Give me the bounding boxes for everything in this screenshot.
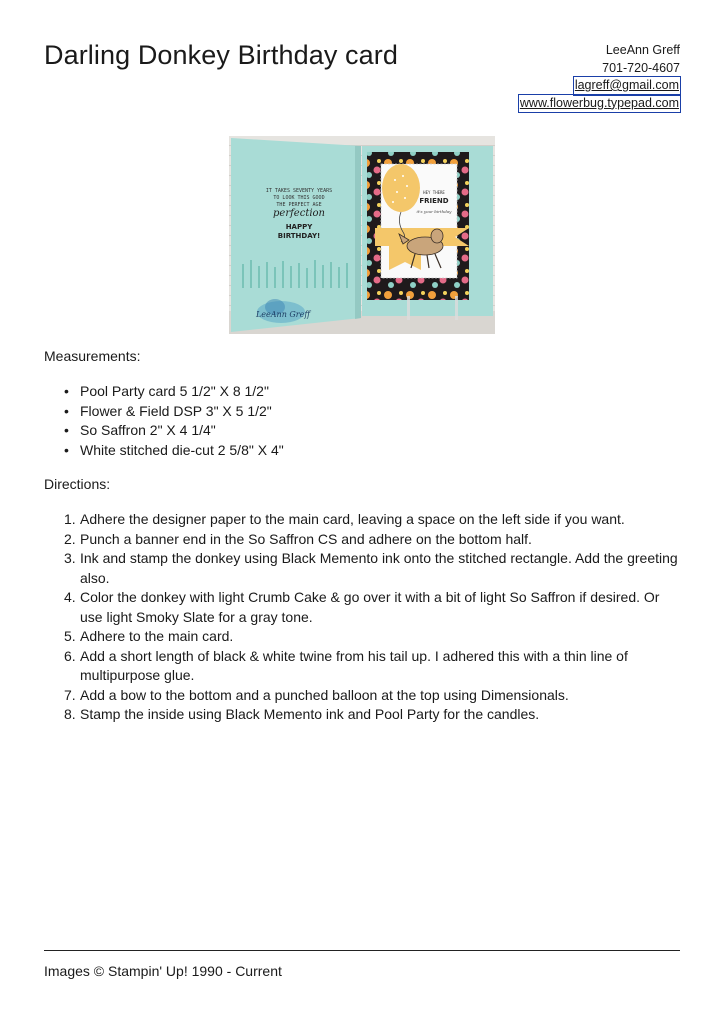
list-item: [44, 705, 684, 725]
contact-phone: 701-720-4607: [602, 60, 680, 75]
step-text: Adhere to the main card.: [80, 628, 234, 644]
contact-name: LeeAnn Greff: [605, 43, 680, 57]
email-link[interactable]: lagreff@gmail.com: [574, 77, 680, 95]
photo-front-friend: FRIEND: [419, 197, 449, 205]
step-number: 1.: [64, 511, 76, 527]
list-item: [44, 530, 684, 550]
footer-divider: [44, 950, 680, 951]
list-item: [44, 549, 684, 588]
step-text: Punch a banner end in the So Saffron CS and adhere on the bottom half.: [80, 530, 532, 547]
photo-inside-happy: HAPPY: [285, 223, 313, 231]
step-number: 2.: [64, 530, 76, 547]
svg-text:perfection: perfection: [273, 208, 325, 219]
list-item: [44, 588, 684, 627]
list-item: [44, 647, 684, 686]
list-item: [44, 627, 684, 647]
directions-list: [44, 510, 684, 725]
step-number: 4.: [64, 589, 76, 605]
step-number: 5.: [64, 628, 76, 644]
list-item: • White stitched die-cut 2 5/8" X 4": [44, 441, 664, 461]
svg-text:IT TAKES SEVENTY YEARS: IT TAKES SEVENTY YEARS: [265, 188, 333, 194]
photo-signature: LeeAnn Greff: [255, 310, 311, 319]
measurements-list: [44, 382, 664, 460]
contact-block: [519, 42, 680, 112]
svg-text:HEY THERE: HEY THERE: [423, 190, 445, 195]
directions-heading: Directions:: [44, 476, 111, 492]
step-number: 7.: [64, 686, 76, 703]
step-text: Adhere the designer paper to the main card, leaving a space on the left side if you want.: [80, 511, 625, 527]
step-text: Ink and stamp the donkey using Black Memento ink onto the stitched rectangle. Add the greeting also.: [80, 550, 678, 586]
list-item: • Pool Party card 5 1/2" X 8 1/2": [44, 382, 664, 402]
step-text: Color the donkey with light Crumb Cake & go over it with a bit of light So Saffron if desired. Or use light Smoky Slate for a gray tone.: [80, 589, 660, 625]
svg-text:it's your birthday: it's your birthday: [416, 209, 452, 214]
page-title: Darling Donkey Birthday card: [44, 40, 398, 70]
step-text: Stamp the inside using Black Memento ink and Pool Party for the candles.: [80, 706, 540, 722]
step-number: 8.: [64, 706, 76, 722]
svg-text:THE PERFECT AGE: THE PERFECT AGE: [276, 202, 322, 208]
svg-text:TO LOOK THIS GOOD: TO LOOK THIS GOOD: [273, 195, 325, 201]
photo-inside-birthday: BIRTHDAY!: [277, 232, 321, 240]
step-number: 3.: [64, 550, 76, 566]
step-text: Add a short length of black & white twine from his tail up. I adhered this with a thin line of multipurpose glue.: [80, 647, 628, 683]
list-item: [44, 510, 684, 530]
website-link[interactable]: www.flowerbug.typepad.com: [519, 95, 680, 113]
list-item: • Flower & Field DSP 3" X 5 1/2": [44, 402, 664, 422]
list-item: • So Saffron 2" X 4 1/4": [44, 421, 664, 441]
measurements-heading: Measurements:: [44, 348, 141, 364]
card-photo: [229, 136, 495, 334]
step-text: Add a bow to the bottom and a punched balloon at the top using Dimensionals.: [80, 686, 569, 703]
footer-copyright: Images © Stampin' Up! 1990 - Current: [44, 963, 282, 979]
step-number: 6.: [64, 647, 76, 664]
list-item: [44, 686, 684, 706]
